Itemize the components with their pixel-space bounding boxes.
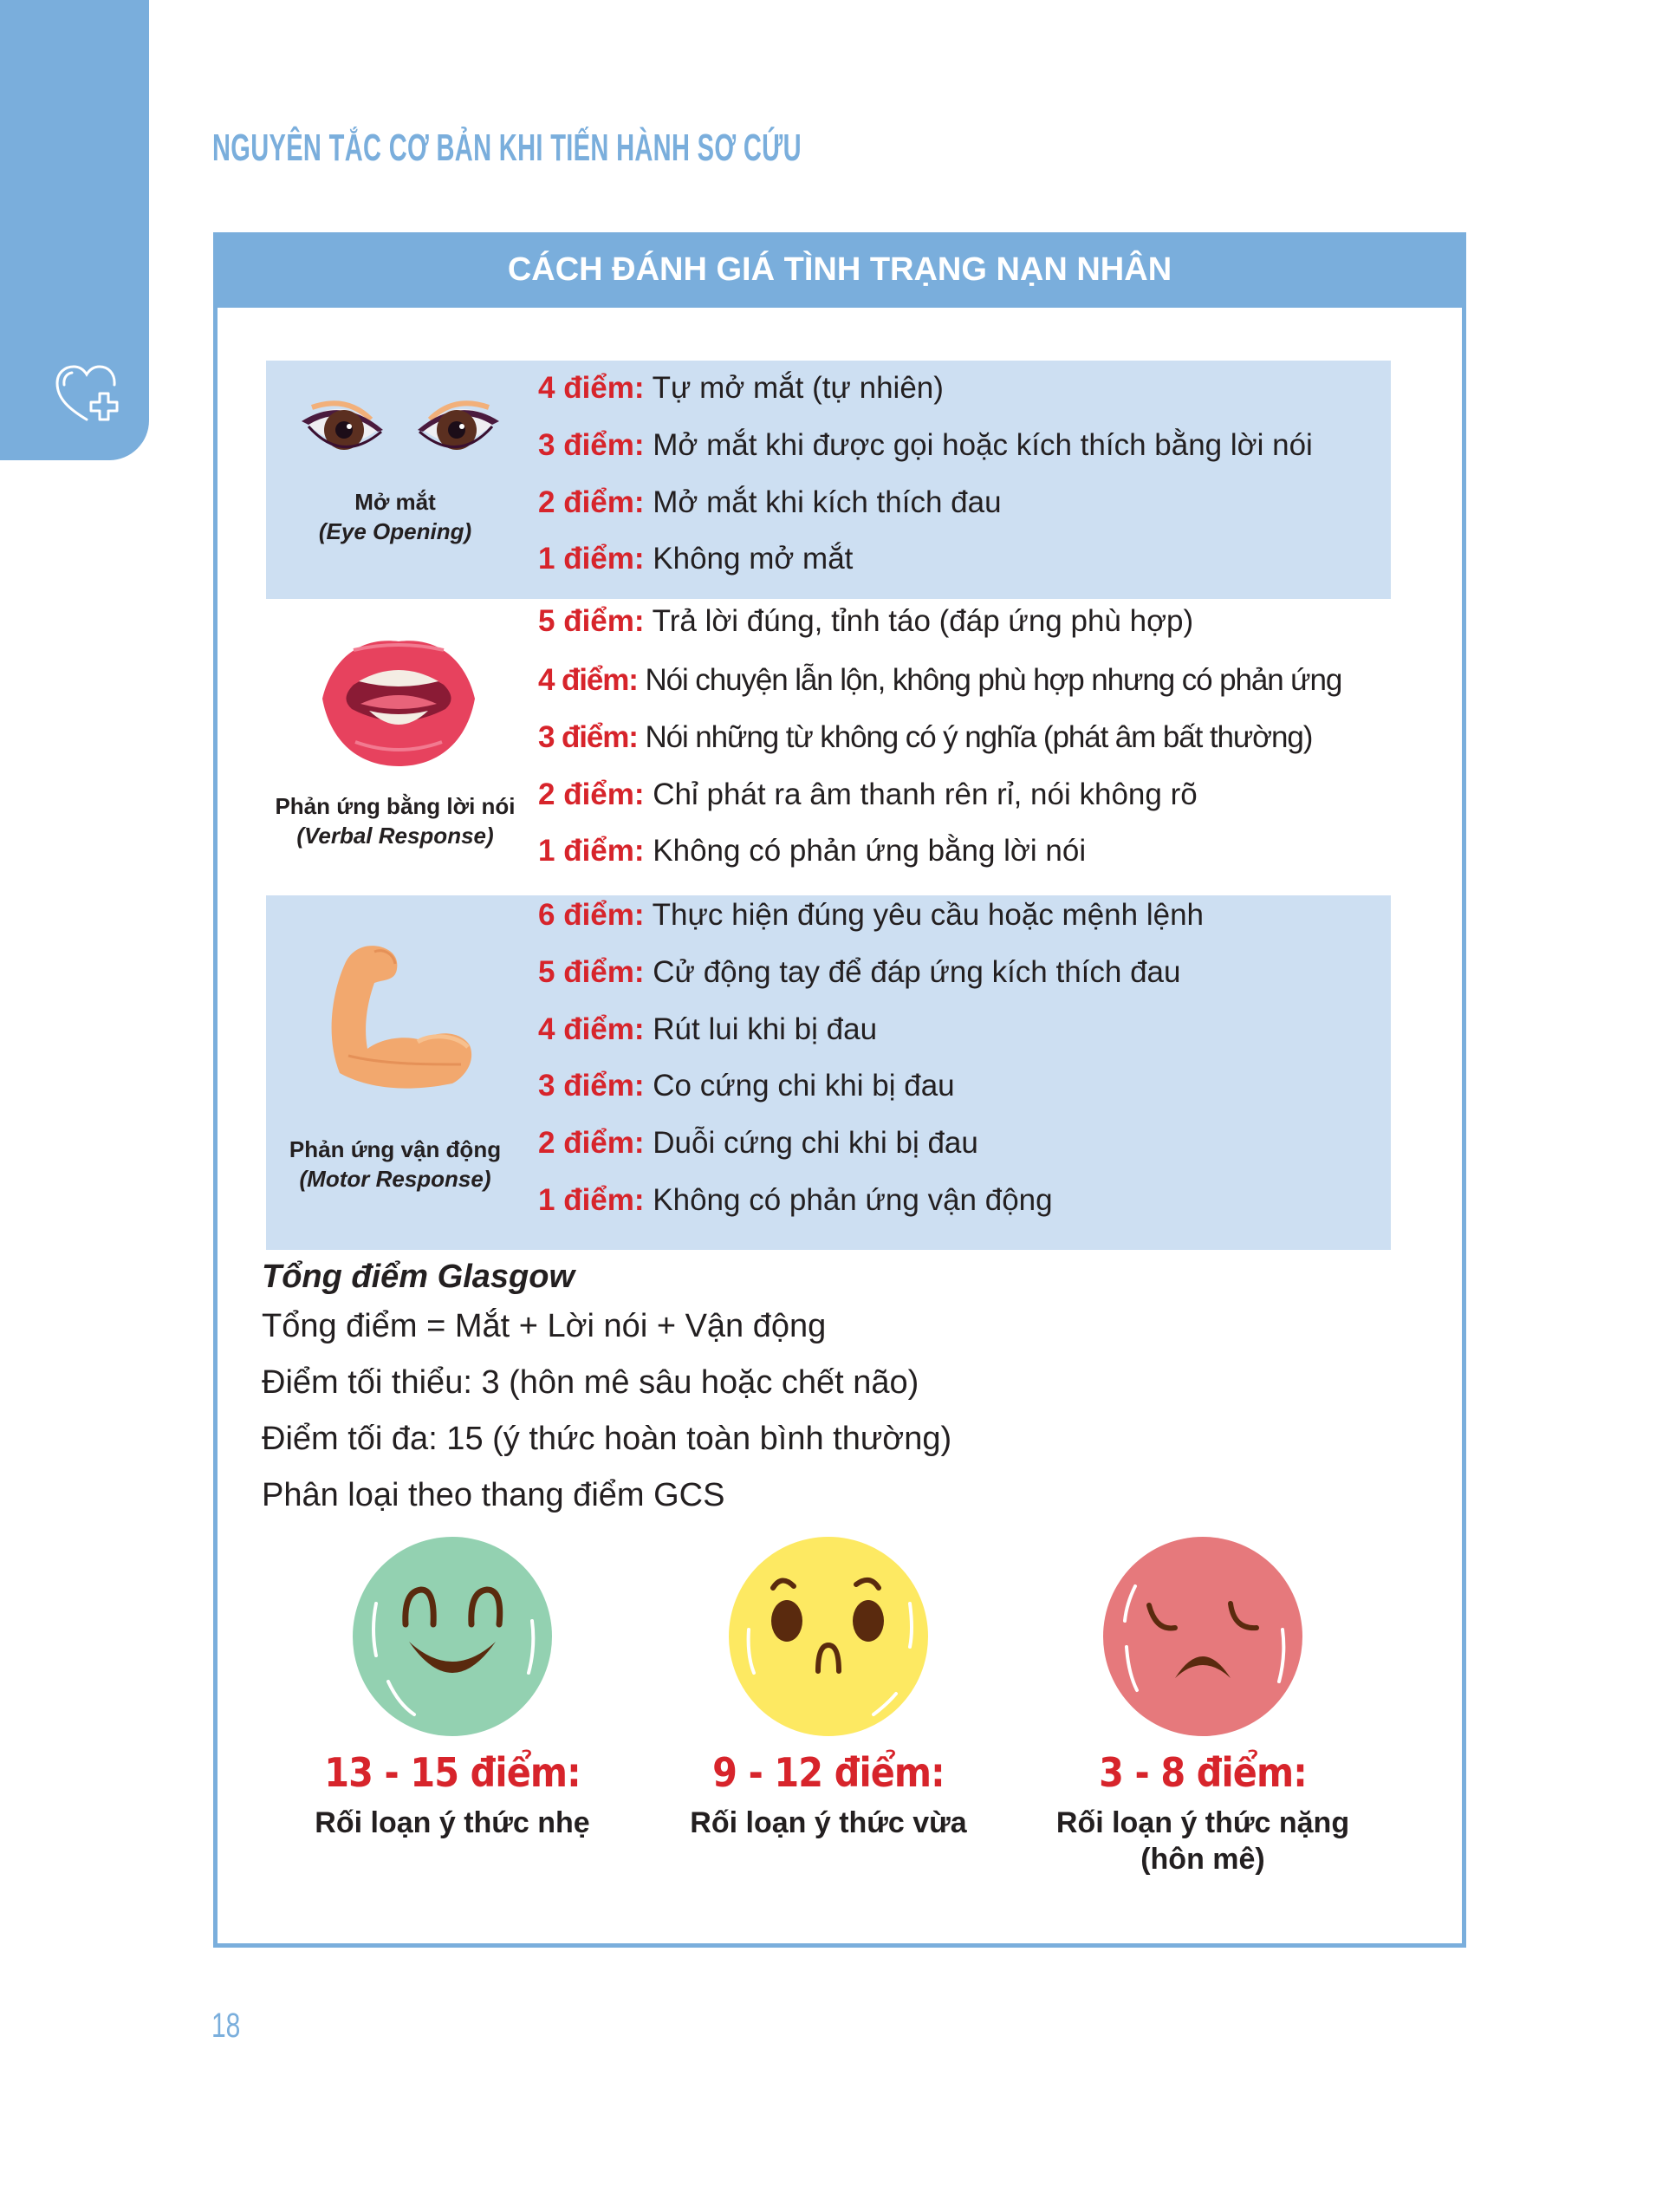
score-row — [538, 1069, 955, 1103]
score-points: 6 điểm: — [538, 898, 645, 932]
range-label: 9 - 12 điểm: — [712, 1749, 945, 1796]
score-row — [538, 485, 1002, 520]
range-description — [253, 1805, 652, 1841]
box-title: CÁCH ĐÁNH GIÁ TÌNH TRẠNG NẠN NHÂN — [507, 251, 1172, 288]
glasgow-formula: Tổng điểm = Mắt + Lời nói + Vận động — [262, 1308, 827, 1344]
score-points: 5 điểm: — [538, 604, 645, 638]
score-points: 1 điểm: — [538, 542, 645, 576]
glasgow-min: Điểm tối thiểu: 3 (hôn mê sâu hoặc chết não) — [262, 1364, 919, 1401]
score-row — [538, 777, 1198, 812]
score-text: Mở mắt khi kích thích đau — [653, 485, 1002, 519]
page-number: 18 — [211, 2007, 241, 2045]
eye-label-vn: Mở mắt — [354, 489, 436, 515]
range-description-line: (hôn mê) — [1140, 1843, 1265, 1876]
score-row — [538, 720, 1312, 755]
glasgow-classification-intro: Phân loại theo thang điểm GCS — [262, 1477, 725, 1513]
score-row — [538, 1126, 978, 1161]
score-points: 1 điểm: — [538, 1183, 645, 1217]
score-points: 5 điểm: — [538, 955, 645, 989]
score-row — [538, 1012, 877, 1047]
verbal-label-en: (Verbal Response) — [296, 823, 494, 849]
score-text: Tự mở mắt (tự nhiên) — [652, 371, 944, 405]
score-row — [538, 542, 853, 576]
score-text: Co cứng chi khi bị đau — [653, 1069, 955, 1103]
happy-face-icon — [350, 1534, 555, 1739]
score-text: Mở mắt khi được gọi hoặc kích thích bằng lời nói — [653, 428, 1313, 462]
eye-opening-label — [257, 487, 534, 546]
score-row — [538, 428, 1313, 463]
score-text: Duỗi cứng chi khi bị đau — [653, 1126, 978, 1160]
motor-label-en: (Motor Response) — [299, 1166, 491, 1192]
range-description-line: Rối loạn ý thức nặng — [1055, 1806, 1350, 1839]
range-description — [1003, 1805, 1402, 1877]
score-points: 3 điểm: — [538, 428, 645, 462]
score-text: Rút lui khi bị đau — [653, 1012, 878, 1046]
range-label: 13 - 15 điểm: — [324, 1749, 581, 1796]
motor-response-label — [257, 1135, 534, 1194]
eye-label-en: (Eye Opening) — [318, 518, 472, 544]
score-text: Không có phản ứng vận động — [653, 1183, 1053, 1217]
score-row — [538, 955, 1180, 990]
score-row — [538, 663, 1341, 698]
score-text: Trả lời đúng, tỉnh táo (đáp ứng phù hợp) — [652, 604, 1194, 638]
mouth-icon — [319, 631, 478, 768]
score-row — [538, 834, 1086, 869]
range-label: 3 - 8 điểm: — [1099, 1749, 1307, 1796]
motor-label-vn: Phản ứng vận động — [289, 1136, 502, 1162]
score-points: 4 điểm: — [538, 1012, 645, 1046]
score-row — [538, 898, 1204, 933]
score-points: 2 điểm: — [538, 777, 645, 811]
score-points: 2 điểm: — [538, 485, 645, 519]
sad-face-icon — [1101, 1534, 1305, 1739]
glasgow-summary — [262, 1255, 951, 1524]
score-points: 4 điểm: — [538, 371, 645, 405]
range-description-line: Rối loạn ý thức vừa — [690, 1806, 967, 1839]
score-text: Không có phản ứng bằng lời nói — [653, 834, 1087, 868]
score-text: Không mở mắt — [653, 542, 854, 576]
score-points: 3 điểm: — [538, 1069, 645, 1103]
eyes-icon — [295, 397, 506, 459]
range-description-line: Rối loạn ý thức nhẹ — [315, 1806, 590, 1839]
score-points: 3 điểm: — [538, 720, 638, 754]
score-text: Chỉ phát ra âm thanh rên rỉ, nói không rõ — [653, 777, 1198, 811]
section-title: NGUYÊN TẮC CƠ BẢN KHI TIẾN HÀNH SƠ CỨU — [212, 127, 802, 169]
glasgow-max: Điểm tối đa: 15 (ý thức hoàn toàn bình thường) — [262, 1421, 952, 1457]
score-row — [538, 371, 944, 406]
worried-face-icon — [726, 1534, 931, 1739]
score-text: Nói chuyện lẫn lộn, không phù hợp nhưng có phản ứng — [645, 663, 1342, 697]
range-description — [629, 1805, 1028, 1841]
heart-plus-icon — [52, 362, 125, 426]
score-points: 1 điểm: — [538, 834, 645, 868]
score-text: Cử động tay để đáp ứng kích thích đau — [653, 955, 1181, 989]
score-row — [538, 604, 1193, 639]
verbal-response-label — [257, 791, 534, 850]
glasgow-title: Tổng điểm Glasgow — [262, 1259, 575, 1295]
score-text: Thực hiện đúng yêu cầu hoặc mệnh lệnh — [652, 898, 1204, 932]
score-points: 2 điểm: — [538, 1126, 645, 1160]
flexed-arm-icon — [314, 934, 484, 1092]
score-text: Nói những từ không có ý nghĩa (phát âm bất thường) — [645, 720, 1313, 754]
score-points: 4 điểm: — [538, 663, 638, 697]
box-header — [213, 232, 1466, 308]
score-row — [538, 1183, 1053, 1218]
verbal-label-vn: Phản ứng bằng lời nói — [275, 793, 516, 819]
